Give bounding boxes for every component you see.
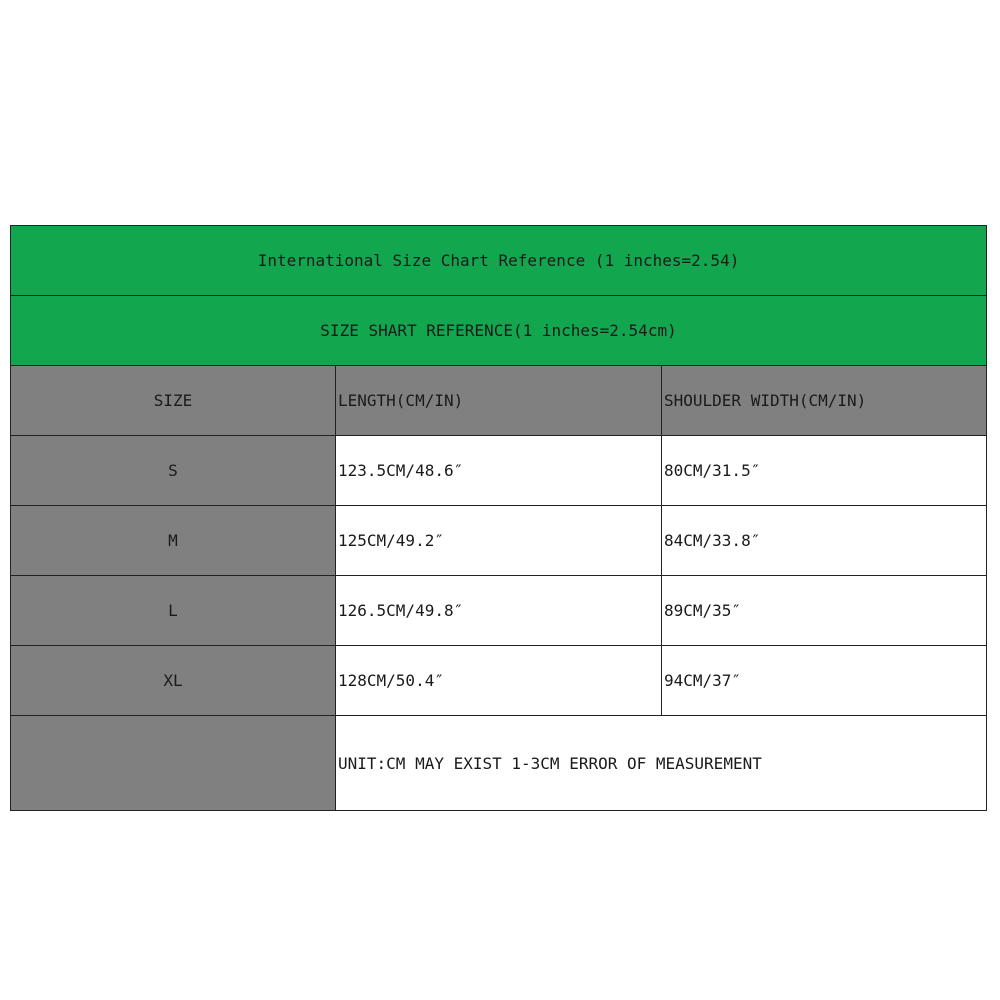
shoulder-cell: 89CM/35″ (662, 576, 987, 646)
chart-subtitle-row (11, 296, 987, 366)
length-cell: 125CM/49.2″ (336, 506, 662, 576)
header-size: SIZE (11, 366, 336, 436)
measurement-note: UNIT:CM MAY EXIST 1-3CM ERROR OF MEASUREMENT (336, 716, 987, 811)
size-cell: M (11, 506, 336, 576)
chart-title-row (11, 226, 987, 296)
header-shoulder-width: SHOULDER WIDTH(CM/IN) (662, 366, 987, 436)
shoulder-cell: 94CM/37″ (662, 646, 987, 716)
measurement-note-row (11, 716, 987, 811)
table-header-row (11, 366, 987, 436)
size-cell: S (11, 436, 336, 506)
size-cell: L (11, 576, 336, 646)
header-length: LENGTH(CM/IN) (336, 366, 662, 436)
table-row (11, 576, 987, 646)
shoulder-cell: 84CM/33.8″ (662, 506, 987, 576)
shoulder-cell: 80CM/31.5″ (662, 436, 987, 506)
table-row (11, 646, 987, 716)
length-cell: 123.5CM/48.6″ (336, 436, 662, 506)
chart-title: International Size Chart Reference (1 inches=2.54) (11, 226, 987, 296)
size-chart-table (10, 225, 987, 811)
length-cell: 128CM/50.4″ (336, 646, 662, 716)
table-row (11, 436, 987, 506)
size-cell: XL (11, 646, 336, 716)
note-empty-cell (11, 716, 336, 811)
length-cell: 126.5CM/49.8″ (336, 576, 662, 646)
table-row (11, 506, 987, 576)
chart-subtitle: SIZE SHART REFERENCE(1 inches=2.54cm) (11, 296, 987, 366)
